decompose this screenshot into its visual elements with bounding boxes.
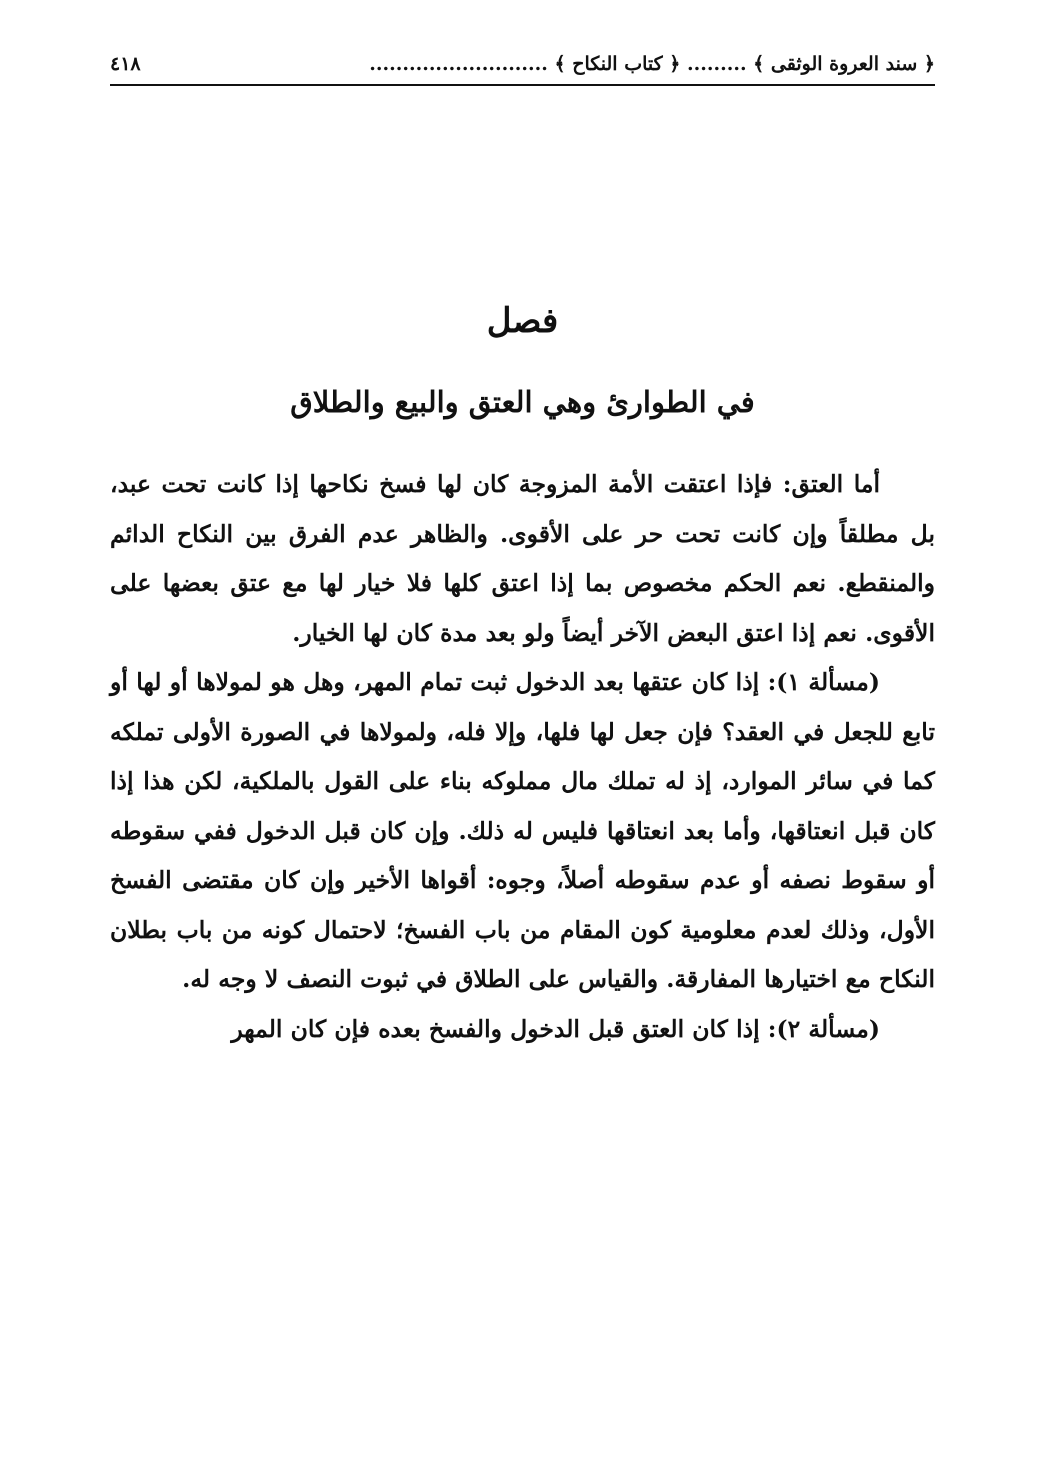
running-header <box>110 44 935 84</box>
header-divider <box>110 84 935 86</box>
document-page <box>110 0 935 1470</box>
paragraph-emancipation: أما العتق: فإذا اعتقت الأمة المزوجة كان لها فسخ نكاحها إذا كانت تحت عبد، بل مطلقاً وإن كانت تحت حر على الأقوى. والظاهر عدم الفرق بين النكاح الدائم والمنقطع. نعم الحكم مخصوص بما إذا اعتق كلها فلا خيار لها مع عتق بعضها على الأقوى. نعم إذا اعتق البعض الآخر أيضاً ولو بعد مدة كان لها الخيار. <box>110 470 935 647</box>
section-heading: في الطوارئ وهي العتق والبيع والطلاق <box>290 385 755 419</box>
body-text <box>110 460 935 1054</box>
page-number: ٤١٨ <box>110 53 141 75</box>
running-header-title: ﴿ سند العروة الوثقى ﴾ ......... ﴿ كتاب النكاح ﴾ ........................... <box>369 53 935 75</box>
paragraph-issue-1: (مسألة ١): إذا كان عتقها بعد الدخول ثبت تمام المهر، وهل هو لمولاها أو لها أو تابع للجعل في العقد؟ فإن جعل لها فلها، وإلا فله، ولمولاها في الصورة الأولى تملكه كما في سائر الموارد، إذ له تملك مال مملوكه بناء على القول بالملكية، لكن هذا إذا كان قبل انعتاقها، وأما بعد انعتاقها فليس له ذلك. وإن كان قبل الدخول ففي سقوطه أو سقوط نصفه أو عدم سقوطه أصلاً، وجوه: أقواها الأخير وإن كان مقتضى الفسخ الأول، وذلك لعدم معلومية كون المقام من باب الفسخ؛ لاحتمال كونه من باب بطلان النكاح مع اختيارها المفارقة. والقياس على الطلاق في ثبوت النصف لا وجه له. <box>110 668 935 993</box>
section-label: فصل <box>486 301 559 341</box>
paragraph-issue-2: (مسألة ٢): إذا كان العتق قبل الدخول والفسخ بعده فإن كان المهر <box>231 1014 880 1043</box>
